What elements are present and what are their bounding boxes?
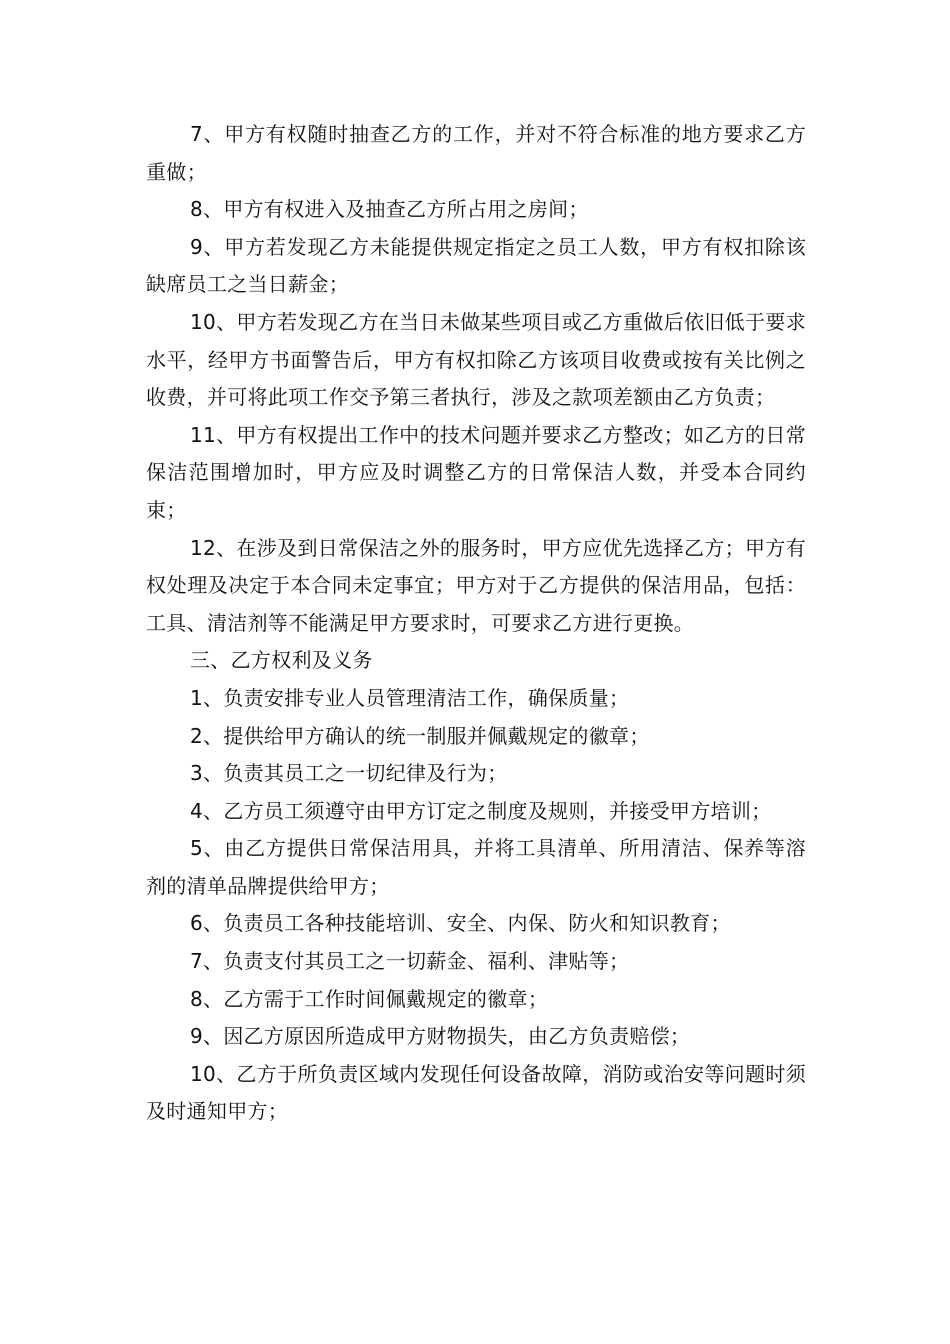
paragraph-item-9: 9、甲方若发现乙方未能提供规定指定之员工人数，甲方有权扣除该缺席员工之当日薪金； (146, 234, 806, 297)
obligation-item-2: 2、提供给甲方确认的统一制服并佩戴规定的徽章； (190, 723, 650, 748)
obligation-item-3: 3、负责其员工之一切纪律及行为； (190, 761, 508, 786)
obligation-item-7: 7、负责支付其员工之一切薪金、福利、津贴等； (190, 949, 630, 974)
section-heading: 三、乙方权利及义务 (190, 648, 373, 673)
obligation-item-5: 5、由乙方提供日常保洁用具，并将工具清单、所用清洁、保养等溶剂的清单品牌提供给甲方； (146, 836, 806, 898)
document-body (146, 116, 806, 1131)
paragraph-item-11: 11、甲方有权提出工作中的技术问题并要求乙方整改；如乙方的日常保洁范围增加时，甲方应及时调整乙方的日常保洁人数，并受本合同约束； (146, 422, 806, 522)
obligation-item-9: 9、因乙方原因所造成甲方财物损失，由乙方负责赔偿； (190, 1024, 691, 1049)
paragraph-item-8: 8、甲方有权进入及抽查乙方所占用之房间； (190, 197, 589, 222)
paragraph-item-10: 10、甲方若发现乙方在当日未做某些项目或乙方重做后依旧低于要求水平，经甲方书面警告后，甲方有权扣除乙方该项目收费或按有关比例之收费，并可将此项工作交予第三者执行，涉及之款项差额由乙方负责； (146, 309, 806, 410)
obligation-item-4: 4、乙方员工须遵守由甲方订定之制度及规则，并接受甲方培训； (190, 798, 772, 823)
obligation-item-1: 1、负责安排专业人员管理清洁工作，确保质量； (190, 685, 630, 710)
obligation-item-10: 10、乙方于所负责区域内发现任何设备故障，消防或治安等问题时须及时通知甲方； (146, 1061, 806, 1124)
obligation-item-6: 6、负责员工各种技能培训、安全、内保、防火和知识教育； (190, 911, 731, 936)
obligation-item-8: 8、乙方需于工作时间佩戴规定的徽章； (190, 986, 549, 1011)
paragraph-item-7: 7、甲方有权随时抽查乙方的工作，并对不符合标准的地方要求乙方重做； (146, 122, 806, 184)
paragraph-item-12: 12、在涉及到日常保洁之外的服务时，甲方应优先选择乙方；甲方有权处理及决定于本合同未定事宜；甲方对于乙方提供的保洁用品，包括：工具、清洁剂等不能满足甲方要求时，可要求乙方进行更换。 (146, 535, 806, 635)
